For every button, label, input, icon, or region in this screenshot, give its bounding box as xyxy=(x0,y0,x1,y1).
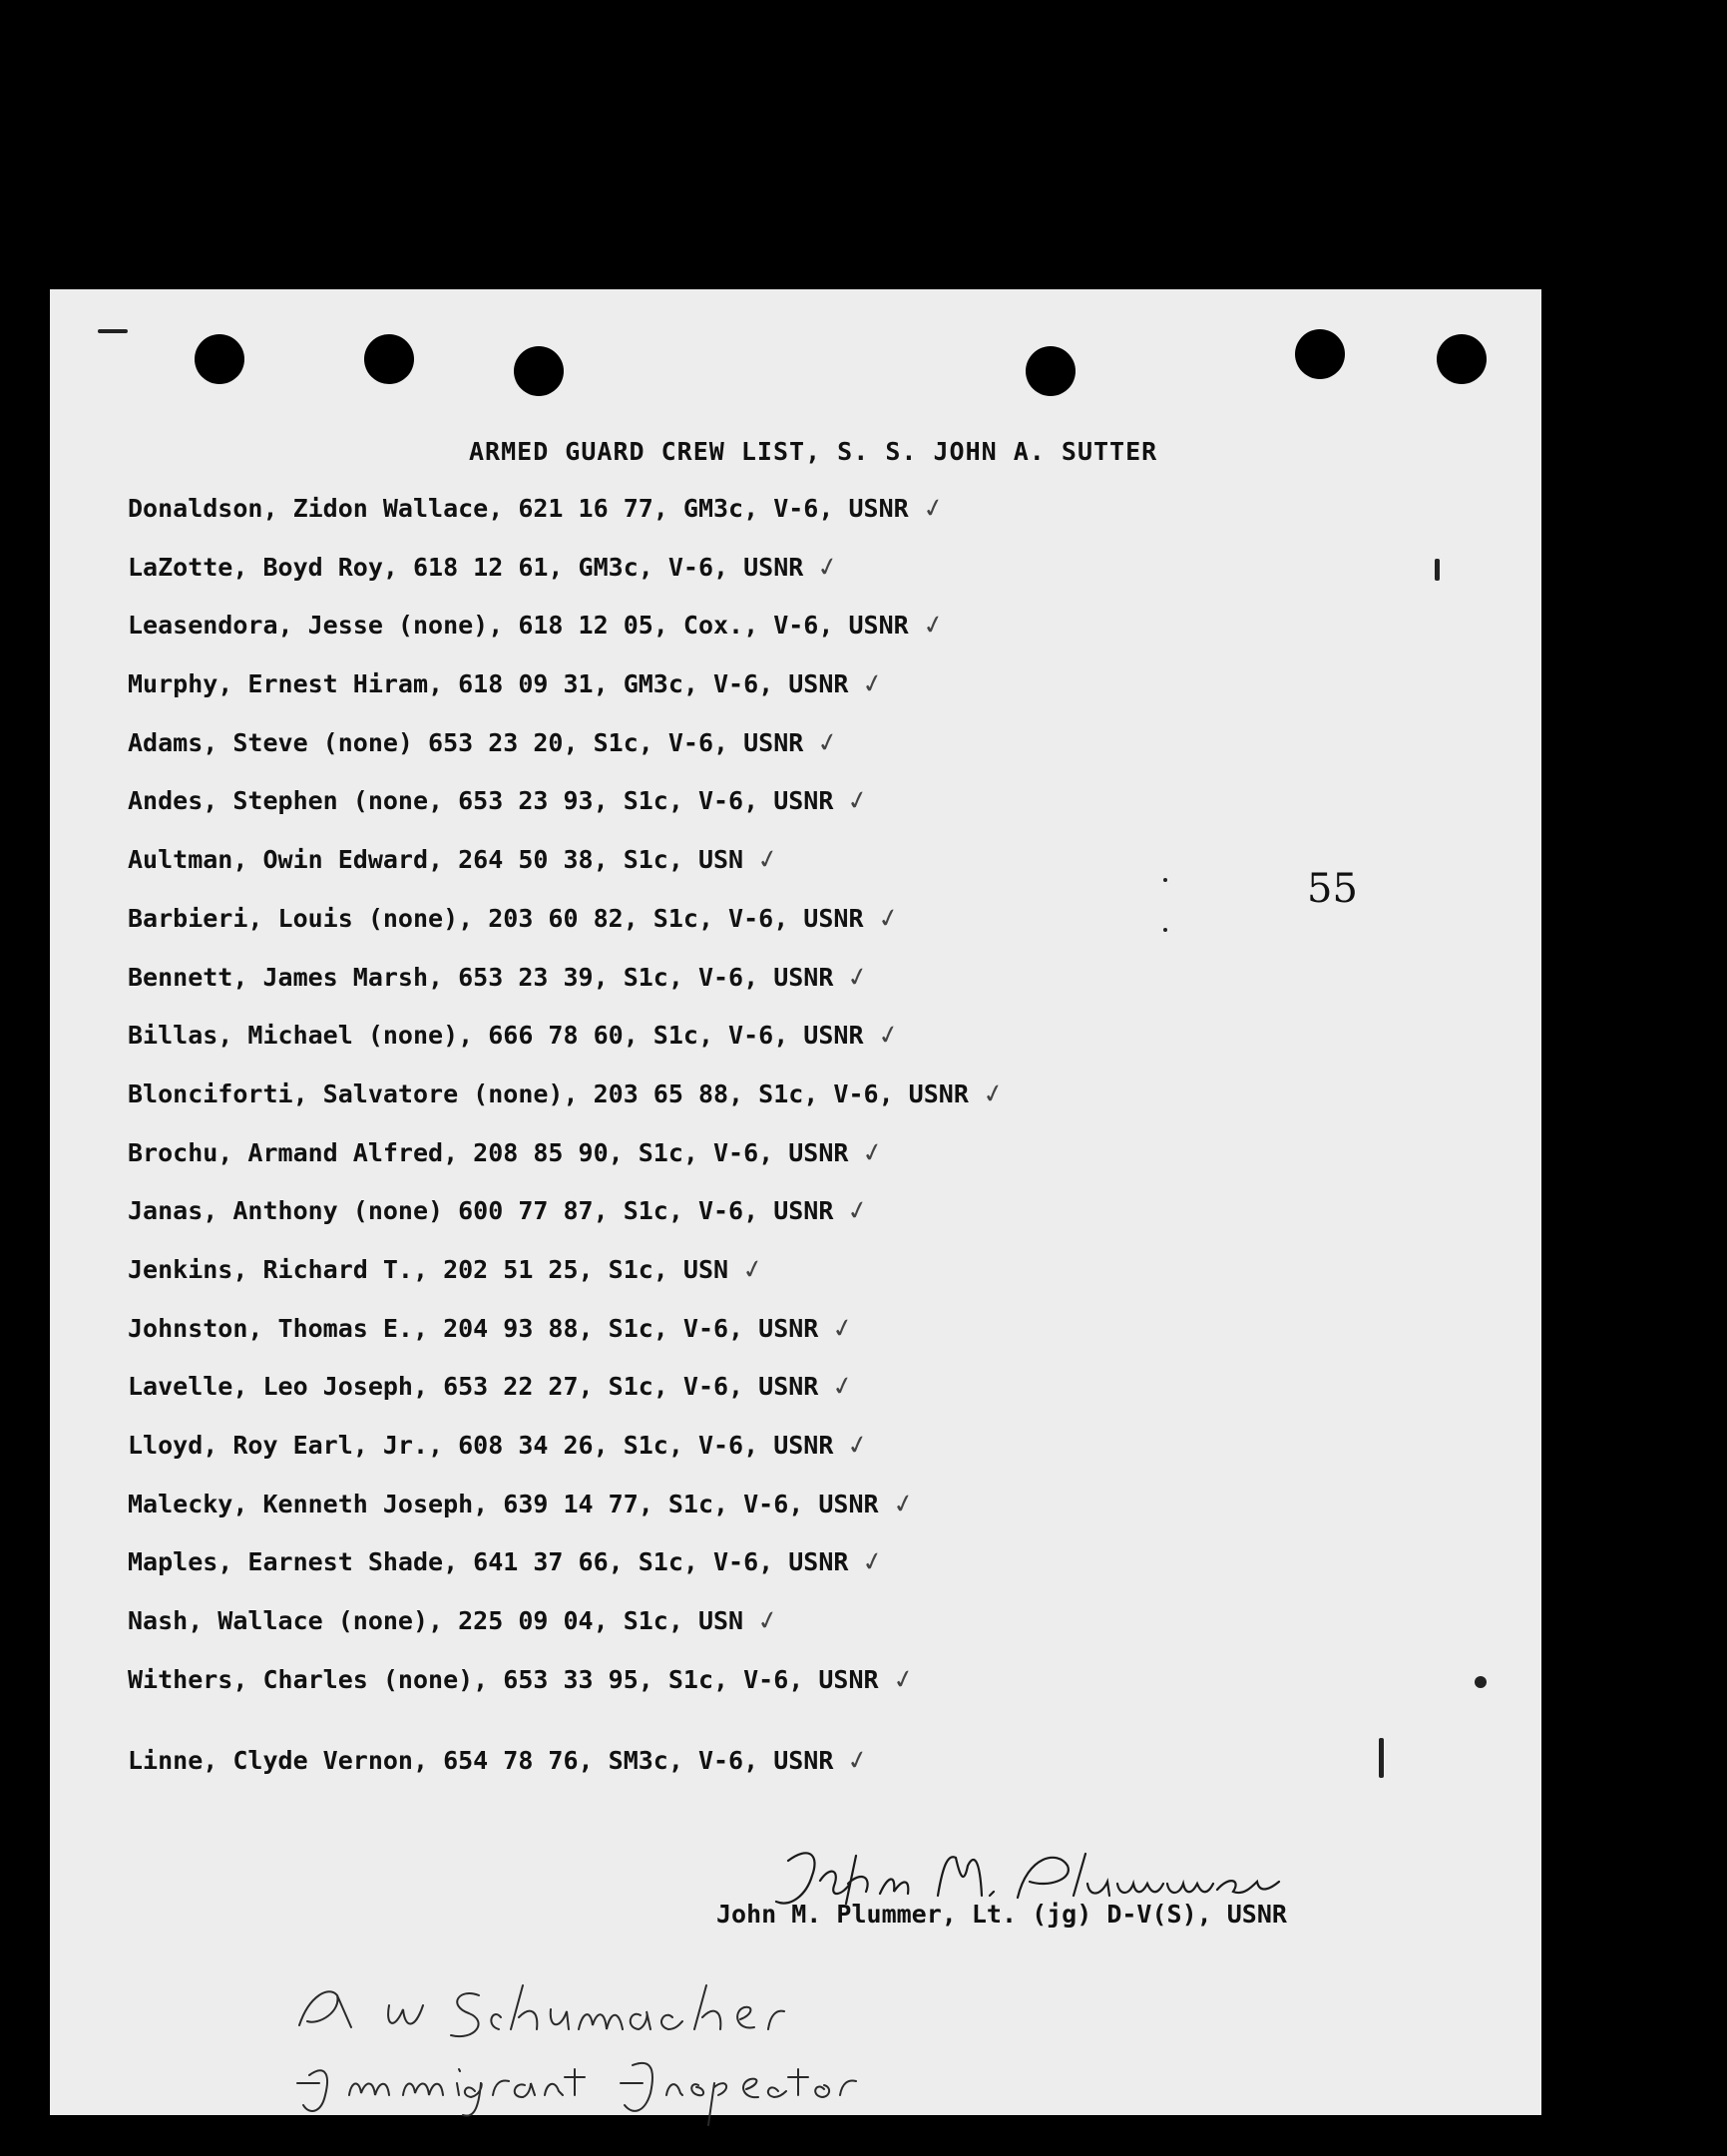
crew-entry: Withers, Charles (none), 653 33 95, S1c, V-6, USNR xyxy=(128,1664,879,1694)
crew-row xyxy=(128,494,1005,553)
speck xyxy=(1163,928,1167,932)
crew-entry: Janas, Anthony (none) 600 77 87, S1c, V-6, USNR xyxy=(128,1196,834,1226)
crew-row xyxy=(128,1746,1005,1805)
crew-entry: Andes, Stephen (none, 653 23 93, S1c, V-6, USNR xyxy=(128,786,834,816)
binder-hole xyxy=(1437,334,1487,384)
crew-entry: LaZotte, Boyd Roy, 618 12 61, GM3c, V-6, USNR xyxy=(128,552,804,582)
crew-entry: Adams, Steve (none) 653 23 20, S1c, V-6, USNR xyxy=(128,727,804,757)
crew-row xyxy=(128,901,1005,963)
check-mark-icon: ✓ xyxy=(919,492,948,526)
crew-entry: Blonciforti, Salvatore (none), 203 65 88, S1c, V-6, USNR xyxy=(128,1078,969,1108)
page-number: 55 xyxy=(1307,866,1358,912)
crew-row xyxy=(128,1135,1005,1197)
crew-entry: Nash, Wallace (none), 225 09 04, S1c, USN xyxy=(128,1606,744,1636)
crew-row xyxy=(128,1196,1005,1255)
check-mark-icon: ✓ xyxy=(754,843,782,878)
crew-row xyxy=(128,611,1005,669)
crew-entry: Leasendora, Jesse (none), 618 12 05, Cox., V-6, USNR xyxy=(128,611,909,641)
crew-row xyxy=(128,1021,1005,1079)
check-mark-icon: ✓ xyxy=(814,725,842,760)
inspector-signature-image xyxy=(279,1965,1097,2135)
crew-row xyxy=(128,725,1005,787)
binder-hole xyxy=(195,334,244,384)
crew-entry: Donaldson, Zidon Wallace, 621 16 77, GM3c, V-6, USNR xyxy=(128,494,909,523)
page-title: ARMED GUARD CREW LIST, S. S. JOHN A. SUTTER xyxy=(469,437,1158,466)
check-mark-icon: ✓ xyxy=(874,901,903,936)
crew-row xyxy=(128,960,1005,1022)
speck xyxy=(1163,878,1167,882)
crew-row xyxy=(128,1077,1008,1138)
check-mark-icon: ✓ xyxy=(859,1135,888,1170)
crew-entry: Brochu, Armand Alfred, 208 85 90, S1c, V-6, USNR xyxy=(128,1137,849,1167)
binder-hole xyxy=(1295,329,1345,379)
document-page xyxy=(50,289,1541,2115)
speck xyxy=(1379,1738,1384,1778)
crew-row xyxy=(128,786,1005,845)
crew-entry: Murphy, Ernest Hiram, 618 09 31, GM3c, V-6, USNR xyxy=(128,669,849,699)
crew-entry: Maples, Earnest Shade, 641 37 66, S1c, V-6, USNR xyxy=(128,1547,849,1577)
crew-list xyxy=(128,492,1008,1805)
check-mark-icon: ✓ xyxy=(844,784,873,819)
binder-hole xyxy=(514,346,564,396)
check-mark-icon: ✓ xyxy=(979,1077,1008,1111)
crew-row xyxy=(128,1606,1005,1665)
check-mark-icon: ✓ xyxy=(919,609,948,644)
check-mark-icon: ✓ xyxy=(829,1370,858,1405)
crew-entry: Aultman, Owin Edward, 264 50 38, S1c, USN xyxy=(128,845,744,875)
crew-entry: Lloyd, Roy Earl, Jr., 608 34 26, S1c, V-6, USNR xyxy=(128,1431,834,1460)
crew-row xyxy=(128,845,1005,904)
check-mark-icon: ✓ xyxy=(814,550,842,585)
check-mark-icon: ✓ xyxy=(889,1662,918,1697)
crew-row xyxy=(128,1431,1005,1490)
check-mark-icon: ✓ xyxy=(859,667,888,702)
speck xyxy=(98,329,128,333)
binder-hole xyxy=(1026,346,1076,396)
crew-row xyxy=(128,550,1005,612)
crew-row xyxy=(128,1662,1005,1724)
crew-entry: Jenkins, Richard T., 202 51 25, S1c, USN xyxy=(128,1254,729,1284)
check-mark-icon: ✓ xyxy=(859,1545,888,1580)
check-mark-icon: ✓ xyxy=(844,960,873,995)
crew-row xyxy=(128,1372,1005,1431)
crew-entry: Lavelle, Leo Joseph, 653 22 27, S1c, V-6, USNR xyxy=(128,1372,819,1402)
check-mark-icon: ✓ xyxy=(739,1252,767,1287)
crew-entry: Johnston, Thomas E., 204 93 88, S1c, V-6, USNR xyxy=(128,1313,819,1343)
crew-entry: Barbieri, Louis (none), 203 60 82, S1c, V-6, USNR xyxy=(128,903,864,933)
binder-hole xyxy=(364,334,414,384)
check-mark-icon: ✓ xyxy=(844,1429,873,1463)
crew-row xyxy=(128,669,1005,728)
crew-row xyxy=(128,1311,1005,1373)
crew-entry: Malecky, Kenneth Joseph, 639 14 77, S1c, V-6, USNR xyxy=(128,1489,879,1518)
speck xyxy=(1435,559,1440,581)
signer-line: John M. Plummer, Lt. (jg) D-V(S), USNR xyxy=(716,1900,1287,1929)
check-mark-icon: ✓ xyxy=(754,1604,782,1639)
crew-entry: Billas, Michael (none), 666 78 60, S1c, V-6, USNR xyxy=(128,1021,864,1051)
crew-entry: Linne, Clyde Vernon, 654 78 76, SM3c, V-6, USNR xyxy=(128,1746,834,1776)
check-mark-icon: ✓ xyxy=(844,1744,873,1779)
crew-row xyxy=(128,1252,1005,1314)
crew-row xyxy=(128,1547,1005,1606)
check-mark-icon: ✓ xyxy=(889,1487,918,1521)
check-mark-icon: ✓ xyxy=(844,1194,873,1229)
crew-row xyxy=(128,1487,1005,1548)
crew-entry: Bennett, James Marsh, 653 23 39, S1c, V-6, USNR xyxy=(128,962,834,992)
speck xyxy=(1475,1676,1487,1688)
check-mark-icon: ✓ xyxy=(874,1019,903,1054)
check-mark-icon: ✓ xyxy=(829,1311,858,1346)
